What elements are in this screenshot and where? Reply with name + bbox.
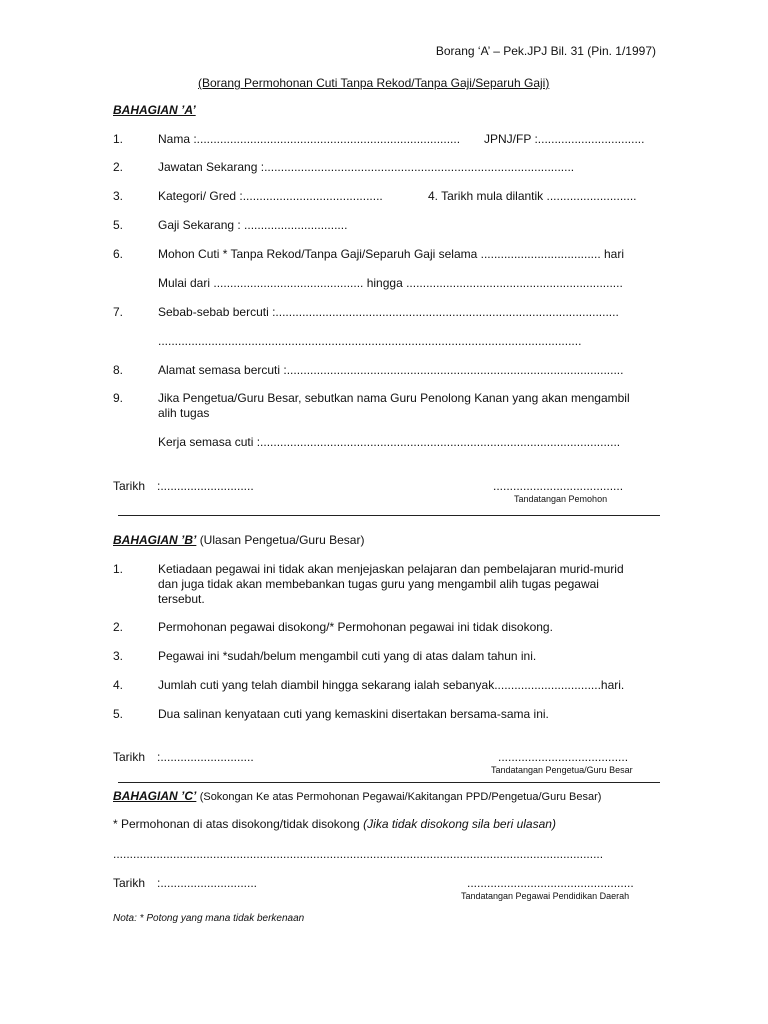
section-c-note: (Sokongan Ke atas Permohonan Pegawai/Kakitangan PPD/Pengetua/Guru Besar): [199, 791, 602, 803]
signature-field[interactable]: .......................................: [498, 750, 629, 764]
item-number: 6.: [113, 247, 124, 261]
signature-field[interactable]: ..................................................: [467, 876, 634, 890]
tarikh-field[interactable]: :............................: [157, 750, 254, 764]
section-divider: [118, 782, 660, 783]
item-number: 9.: [113, 391, 124, 405]
mulai-hingga-field[interactable]: Mulai dari ............................................. hingga .................................................................: [158, 276, 623, 290]
signature-label: Tandatangan Pengetua/Guru Besar: [491, 765, 633, 775]
item-number: 5.: [113, 218, 124, 232]
kategori-gred-field[interactable]: Kategori/ Gred :..........................................: [158, 189, 383, 203]
gaji-field[interactable]: Gaji Sekarang : ...............................: [158, 218, 348, 232]
ulasan-field[interactable]: ...................................................................................................................................................: [113, 847, 604, 861]
sebab-bercuti-line2[interactable]: ...............................................................................................................................: [158, 334, 582, 348]
item-number: 1.: [113, 562, 124, 576]
tarikh-label: Tarikh: [113, 876, 146, 890]
form-subtitle: (Borang Permohonan Cuti Tanpa Rekod/Tanpa Gaji/Separuh Gaji): [198, 76, 550, 90]
tarikh-dilantik-field[interactable]: 4. Tarikh mula dilantik ...........................: [428, 189, 637, 203]
alamat-bercuti-field[interactable]: Alamat semasa bercuti :.....................................................................................................: [158, 363, 624, 377]
item-text: Permohonan pegawai disokong/* Permohonan pegawai ini tidak disokong.: [158, 620, 553, 634]
guru-penolong-text-line2: alih tugas: [158, 406, 210, 420]
item-text: Ketiadaan pegawai ini tidak akan menjejaskan pelajaran dan pembelajaran murid-murid: [158, 562, 624, 576]
item-text: dan juga tidak akan membebankan tugas guru yang mengambil alih tugas pegawai: [158, 577, 599, 591]
section-b-note: (Ulasan Pengetua/Guru Besar): [199, 533, 365, 547]
form-reference: Borang ‘A’ – Pek.JPJ Bil. 31 (Pin. 1/1997): [435, 44, 656, 58]
mohon-cuti-field[interactable]: Mohon Cuti * Tanpa Rekod/Tanpa Gaji/Separuh Gaji selama .................................... hari: [158, 247, 625, 261]
signature-label: Tandatangan Pegawai Pendidikan Daerah: [461, 891, 630, 901]
section-divider: [118, 515, 660, 516]
item-number: 1.: [113, 132, 124, 146]
tarikh-field[interactable]: :............................: [157, 479, 254, 493]
kerja-semasa-cuti-field[interactable]: Kerja semasa cuti :............................................................................................................: [158, 435, 621, 449]
item-number: 7.: [113, 305, 124, 319]
tarikh-label: Tarikh: [113, 750, 146, 764]
section-c-statement: [113, 817, 556, 831]
item-number: 4.: [113, 678, 124, 692]
sebab-bercuti-field[interactable]: Sebab-sebab bercuti :.......................................................................................................: [158, 305, 619, 319]
section-b-title: BAHAGIAN ’B’: [113, 533, 197, 547]
item-number: 3.: [113, 649, 124, 663]
tarikh-field[interactable]: :.............................: [157, 876, 258, 890]
item-text: tersebut.: [158, 592, 205, 606]
nama-field[interactable]: Nama :...............................................................................: [158, 132, 461, 146]
jpnj-fp-field[interactable]: JPNJ/FP :................................: [484, 132, 645, 146]
tarikh-label: Tarikh: [113, 479, 146, 493]
signature-field[interactable]: .......................................: [493, 479, 624, 493]
section-b-header: [113, 533, 364, 547]
item-number: 3.: [113, 189, 124, 203]
statement-italic: (Jika tidak disokong sila beri ulasan): [363, 817, 556, 831]
section-a-title: BAHAGIAN ’A’: [113, 103, 196, 117]
item-number: 2.: [113, 620, 124, 634]
item-number: 8.: [113, 363, 124, 377]
item-number: 2.: [113, 160, 124, 174]
item-number: 5.: [113, 707, 124, 721]
statement-text: * Permohonan di atas disokong/tidak disokong: [113, 817, 360, 831]
signature-label: Tandatangan Pemohon: [514, 494, 608, 504]
guru-penolong-text: Jika Pengetua/Guru Besar, sebutkan nama Guru Penolong Kanan yang akan mengambil: [158, 391, 630, 405]
section-c-title: BAHAGIAN ’C’: [113, 789, 197, 803]
item-text: Dua salinan kenyataan cuti yang kemaskini disertakan bersama-sama ini.: [158, 707, 549, 721]
jumlah-cuti-field[interactable]: Jumlah cuti yang telah diambil hingga sekarang ialah sebanyak................................hari.: [158, 678, 625, 692]
item-text: Pegawai ini *sudah/belum mengambil cuti yang di atas dalam tahun ini.: [158, 649, 537, 663]
footnote: Nota: * Potong yang mana tidak berkenaan: [113, 913, 305, 924]
section-c-header: [113, 789, 601, 803]
jawatan-field[interactable]: Jawatan Sekarang :.............................................................................................: [158, 160, 575, 174]
